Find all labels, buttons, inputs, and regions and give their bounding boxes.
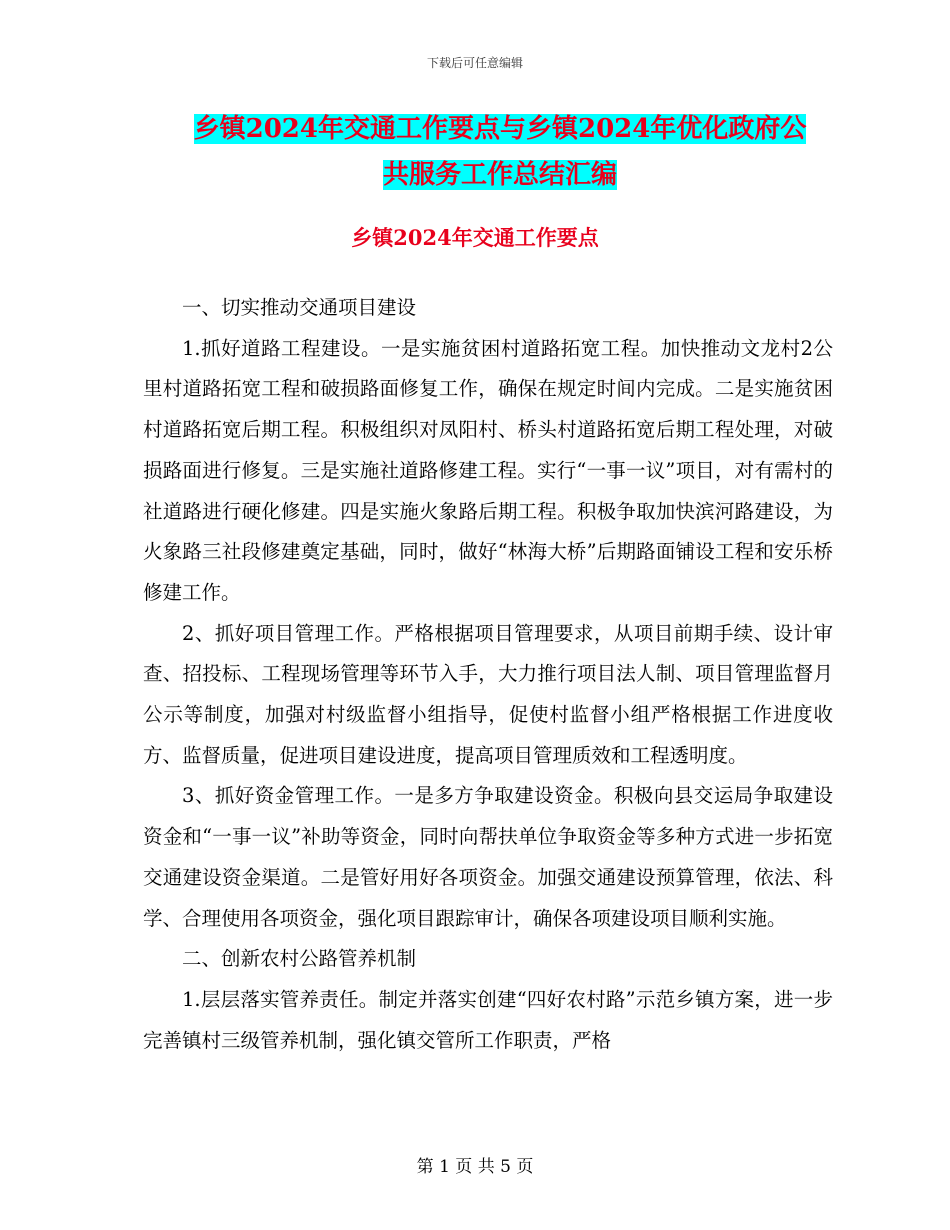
page-footer: 第 1 页 共 5 页 xyxy=(416,1157,534,1177)
document-body xyxy=(143,288,833,1061)
paragraph: 3、抓好资金管理工作。一是多方争取建设资金。积极向县交运局争取建设资金和“一事一议”补助等资金，同时向帮扶单位争取资金等多种方式进一步拓宽交通建设资金渠道。二是管好用好各项资金。加强交通建设预算管理，依法、科学、合理使用各项资金，强化项目跟踪审计，确保各项建设项目顺利实施。 xyxy=(143,784,833,930)
header-note: 下载后可任意编辑 xyxy=(426,56,523,70)
document-title-line-2 xyxy=(150,146,850,204)
paragraph: 1.抓好道路工程建设。一是实施贫困村道路拓宽工程。加快推动文龙村2公里村道路拓宽工程和破损路面修复工作，确保在规定时间内完成。二是实施贫困村道路拓宽后期工程。积极组织对凤阳村、桥头村道路拓宽后期工程处理，对破损路面进行修复。三是实施社道路修建工程。实行“一事一议”项目，对有需村的社道路进行硬化修建。四是实施火象路后期工程。积极争取加快滨河路建设，为火象路三社段修建奠定基础，同时，做好“林海大桥”后期路面铺设工程和安乐桥修建工作。 xyxy=(143,336,833,604)
heading-2: 二、创新农村公路管养机制 xyxy=(182,947,417,971)
title-highlight-1: 乡镇2024年交通工作要点与乡镇2024年优化政府公 xyxy=(193,114,807,144)
paragraph: 2、抓好项目管理工作。严格根据项目管理要求，从项目前期手续、设计审查、招投标、工程现场管理等环节入手，大力推行项目法人制、项目管理监督月公示等制度，加强对村级监督小组指导，促使村监督小组严格根据工作进度收方、监督质量，促进项目建设进度，提高项目管理质效和工程透明度。 xyxy=(143,621,833,767)
paragraph: 1.层层落实管养责任。制定并落实创建“四好农村路”示范乡镇方案，进一步完善镇村三级管养机制，强化镇交管所工作职责，严格 xyxy=(143,987,833,1052)
heading-1: 一、切实推动交通项目建设 xyxy=(182,296,417,319)
title-highlight-2: 共服务工作总结汇编 xyxy=(382,160,617,190)
section-title: 乡镇2024年交通工作要点 xyxy=(351,225,599,250)
